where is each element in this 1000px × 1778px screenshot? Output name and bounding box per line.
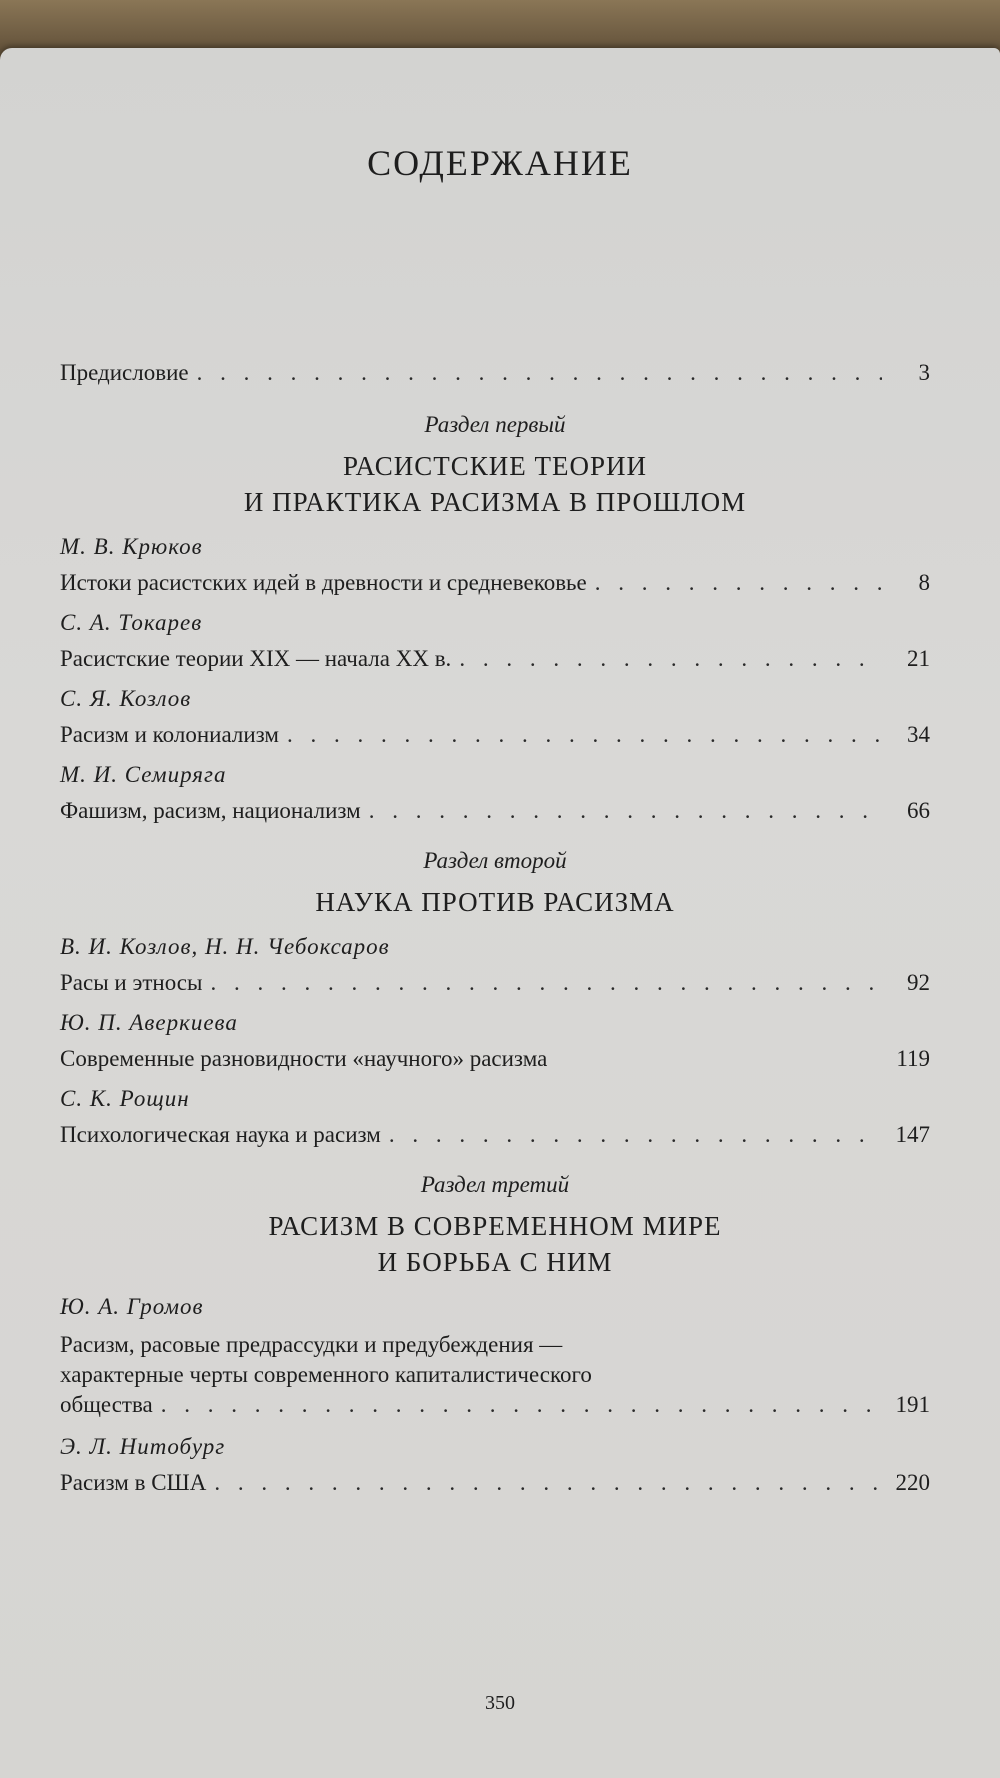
entry-title-line: общества [60,1392,153,1417]
entry-author: В. И. Козлов, Н. Н. Чебоксаров [60,934,390,959]
section-1 [60,412,930,824]
dot-leader [595,570,882,596]
entry-title: Предисловие [60,360,189,385]
entry-author: Ю. П. Аверкиева [60,1010,238,1035]
entry-title-line: характерные черты современного капиталистического [60,1362,592,1387]
section-title-line: НАУКА ПРОТИВ РАСИЗМА [315,887,675,917]
section-label: Раздел первый [424,412,566,437]
entry-title: Истоки расистских идей в древности и средневековье [60,570,587,595]
entry-author: С. Я. Козлов [60,686,192,711]
dot-leader [459,646,882,672]
section-title [60,1208,930,1280]
entry-title: Современные разновидности «научного» расизма [60,1046,548,1071]
entry-page: 191 [895,1392,930,1417]
toc-entry [60,1470,930,1496]
entry-title: Фашизм, расизм, национализм [60,798,361,823]
section-title-line: РАСИЗМ В СОВРЕМЕННОМ МИРЕ [268,1211,722,1241]
toc-entry [60,646,930,672]
entry-page: 147 [895,1122,930,1147]
entry-page: 34 [907,722,930,747]
page-number: 350 [485,1692,515,1714]
dot-leader [389,1122,882,1148]
section-title-line: И ПРАКТИКА РАСИЗМА В ПРОШЛОМ [243,487,747,517]
toc-entry [60,798,930,824]
toc-entry [60,1122,930,1148]
entry-title: Расы и этносы [60,970,203,995]
section-title-line: РАСИСТСКИЕ ТЕОРИИ [343,451,647,481]
dot-leader [287,722,882,748]
section-title-line: И БОРЬБА С НИМ [377,1247,613,1277]
dot-leader [197,360,882,386]
table-of-contents [60,360,930,1496]
entry-author: С. К. Рощин [60,1086,190,1111]
entry-title: Расистские теории XIX — начала XX в. [60,646,452,671]
toc-entry [60,1046,930,1072]
entry-last-line [60,1390,930,1420]
entry-title: Расизм и колониализм [60,722,279,747]
entry-title: Расизм в США [60,1470,207,1495]
entry-author: М. И. Семиряга [60,762,227,787]
section-title [60,448,930,520]
section-2 [60,848,930,1148]
page-title: СОДЕРЖАНИЕ [367,143,633,183]
entry-page: 92 [907,970,930,995]
toc-entry [60,570,930,596]
dot-leader [214,1470,882,1496]
toc-entry [60,970,930,996]
toc-entry [60,722,930,748]
entry-author: М. В. Крюков [60,534,203,559]
section-label: Раздел третий [420,1172,570,1197]
entry-page: 8 [918,570,930,595]
section-title [60,884,930,920]
entry-page: 21 [907,646,930,671]
entry-title-line: Расизм, расовые предрассудки и предубеждения — [60,1332,563,1357]
entry-page: 3 [918,360,930,385]
toc-entry-preface [60,360,930,386]
section-label: Раздел второй [423,848,567,873]
dot-leader [369,798,882,824]
entry-author: Э. Л. Нитобург [60,1434,226,1459]
section-3 [60,1172,930,1496]
entry-author: Ю. А. Громов [60,1294,204,1319]
entry-title: Психологическая наука и расизм [60,1122,381,1147]
toc-entry-multiline [60,1330,930,1420]
entry-page: 66 [907,798,930,823]
entry-page: 220 [895,1470,930,1495]
entry-author: С. А. Токарев [60,610,203,635]
entry-page: 119 [896,1046,930,1071]
dot-leader [161,1390,882,1420]
dot-leader [210,970,882,996]
